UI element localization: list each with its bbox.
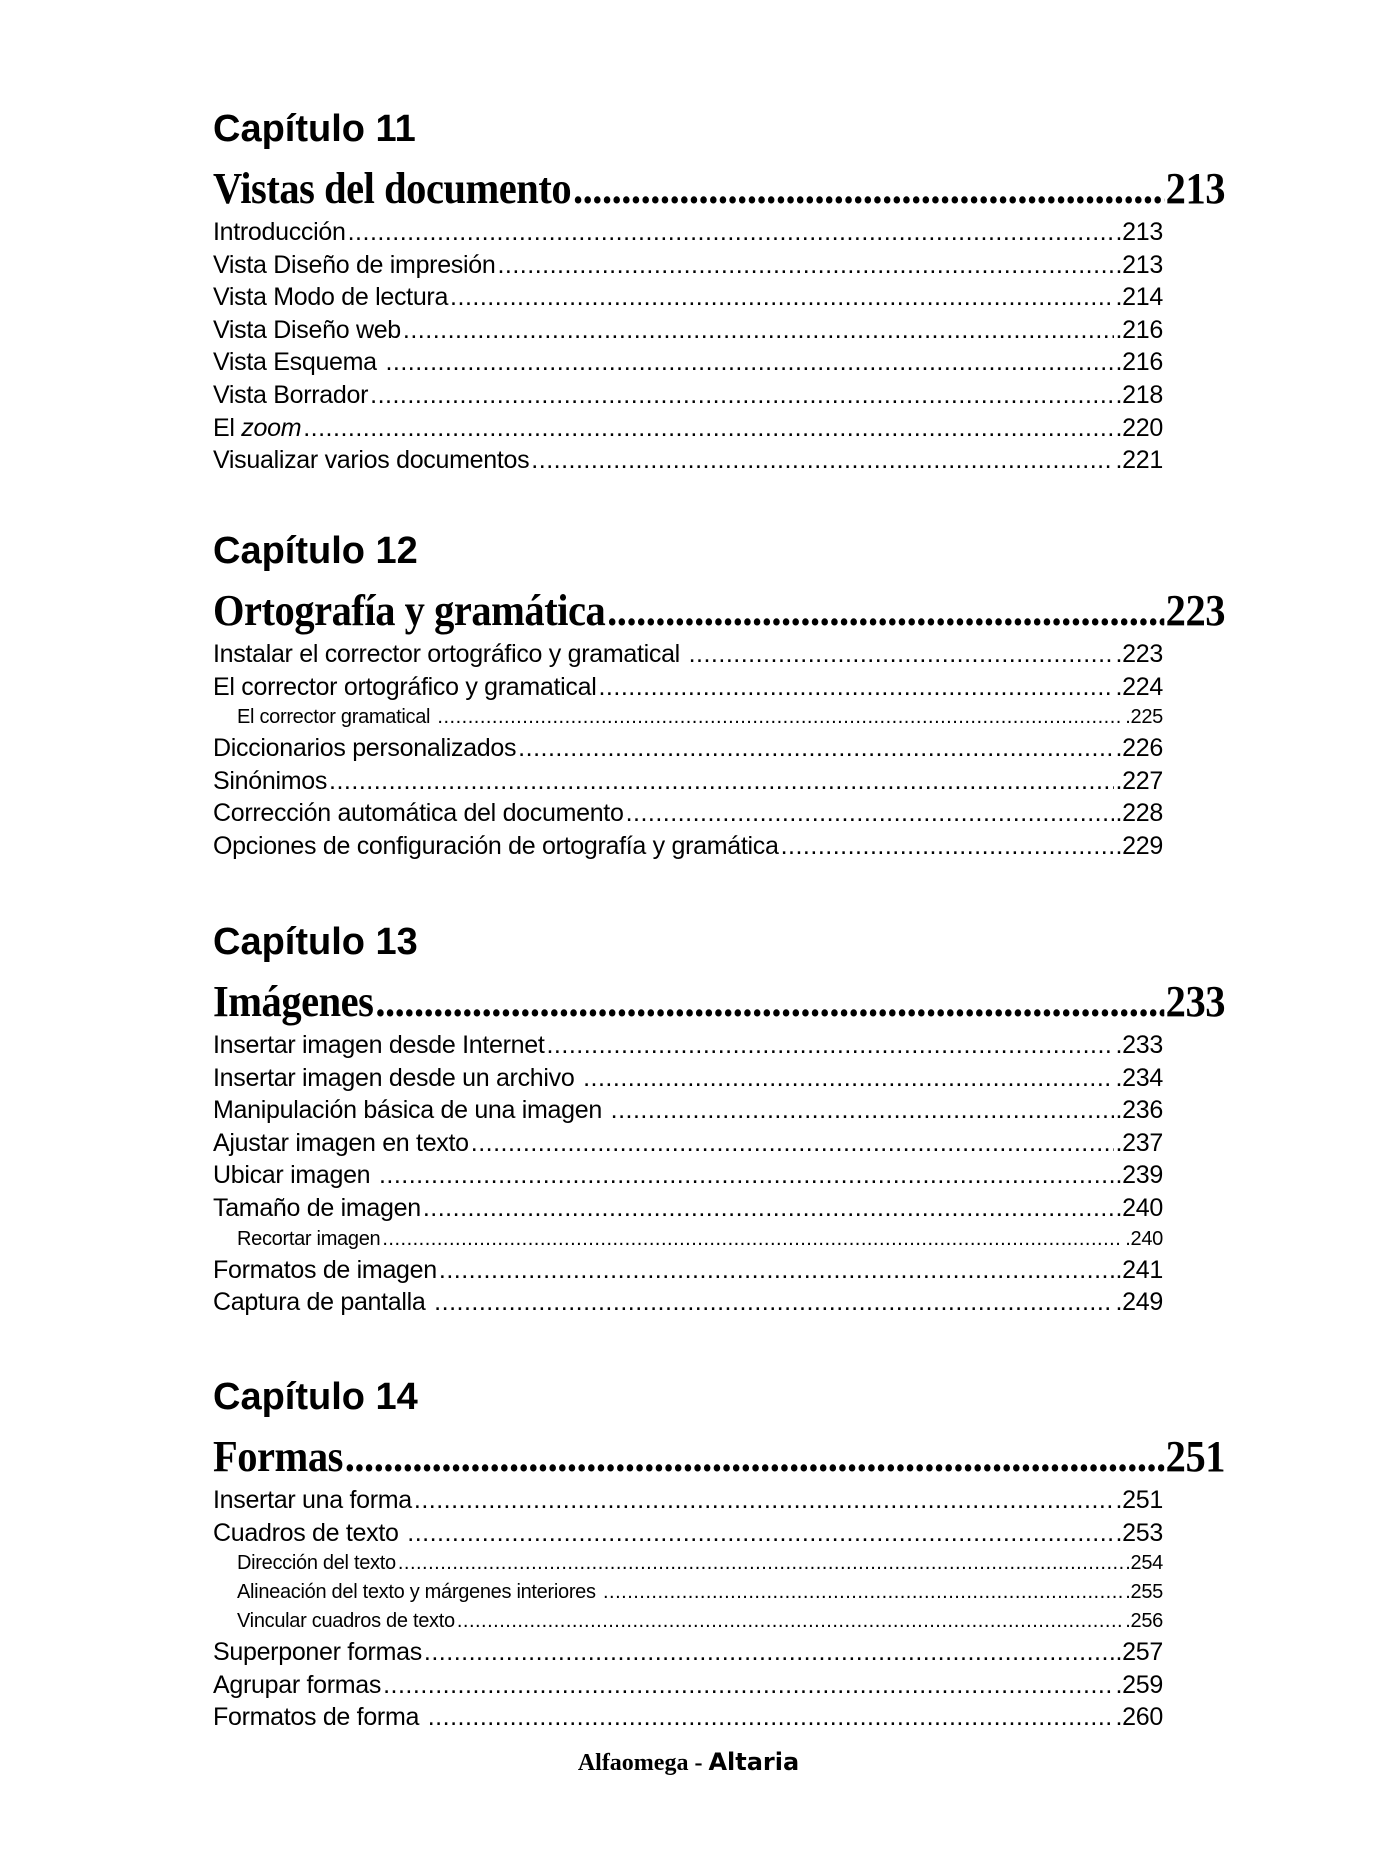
entry-text: Sinónimos	[213, 766, 328, 795]
page-footer	[0, 1748, 1377, 1777]
chapter-page: 251	[1165, 1432, 1225, 1481]
dot-leader	[573, 162, 1164, 216]
dot-leader	[385, 346, 1113, 379]
dot-leader	[611, 1094, 1114, 1127]
chapter-11	[213, 104, 1223, 477]
entry-text: Vista Borrador	[213, 380, 369, 409]
chapter-13	[213, 917, 1223, 1319]
entry-text: Tamaño de imagen	[213, 1193, 421, 1222]
toc-entry	[213, 671, 1163, 704]
chapter-14	[213, 1372, 1223, 1734]
chapter-title: Ortografía y gramática	[213, 586, 606, 635]
entry-text: Introducción	[213, 218, 346, 246]
dot-leader	[546, 1029, 1113, 1062]
dot-leader	[348, 216, 1114, 249]
dot-leader	[398, 1549, 1123, 1578]
entry-text: Dirección del texto	[237, 1552, 396, 1575]
entry-text: Vista Modo de lectura	[213, 283, 449, 312]
entry-page: .227	[1115, 766, 1163, 795]
entry-list	[213, 1029, 1163, 1319]
entry-page: .251	[1115, 1486, 1163, 1514]
entry-text: Manipulación básica de una imagen	[213, 1096, 609, 1125]
toc-entry	[213, 638, 1163, 671]
entry-page: .236	[1115, 1096, 1163, 1125]
entry-page: .226	[1115, 734, 1163, 763]
dot-leader	[626, 797, 1114, 830]
dot-leader	[383, 1669, 1113, 1702]
toc-entry	[213, 797, 1163, 830]
dot-leader	[607, 584, 1164, 638]
dot-leader	[531, 444, 1113, 477]
toc-entry	[213, 1159, 1163, 1192]
entry-page: .259	[1115, 1670, 1163, 1699]
toc-subentry	[213, 1578, 1163, 1607]
chapter-title-row	[213, 584, 1225, 638]
chapter-title: Vistas del documento	[213, 164, 572, 213]
entry-text: El corrector gramatical	[237, 706, 436, 729]
entry-page: .225	[1125, 706, 1163, 729]
toc-entry	[213, 1062, 1163, 1095]
toc-entry	[213, 830, 1163, 863]
chapter-page: 213	[1165, 164, 1225, 213]
dot-leader	[583, 1062, 1113, 1095]
entry-text: Formatos de imagen	[213, 1255, 437, 1284]
toc-entry	[213, 281, 1163, 314]
entry-page: .228	[1115, 799, 1163, 828]
entry-page: .253	[1115, 1518, 1163, 1547]
chapter-page: 223	[1165, 586, 1225, 635]
entry-page: .254	[1125, 1552, 1163, 1575]
entry-page: .237	[1115, 1128, 1163, 1157]
toc-entry	[213, 1094, 1163, 1127]
toc-entry	[213, 1254, 1163, 1287]
entry-text: Diccionarios personalizados	[213, 734, 517, 763]
entry-text: Opciones de configuración de ortografía y gramática	[213, 831, 779, 860]
dot-leader	[423, 1192, 1114, 1225]
entry-page: .213	[1115, 218, 1163, 246]
toc-entry	[213, 249, 1163, 282]
entry-text: Ajustar imagen en texto	[213, 1128, 469, 1157]
dot-leader	[497, 249, 1113, 282]
chapter-title-row	[213, 162, 1225, 216]
entry-page: .213	[1115, 250, 1163, 279]
dot-leader	[439, 1254, 1114, 1287]
entry-text: El corrector ortográfico y gramatical	[213, 672, 597, 701]
entry-text: Alineación del texto y márgenes interiores	[237, 1581, 601, 1604]
dot-leader	[434, 1286, 1113, 1319]
chapter-title-row	[213, 1430, 1225, 1484]
entry-text: Superponer formas	[213, 1638, 422, 1667]
toc-entry	[213, 412, 1163, 445]
entry-text: Insertar imagen desde un archivo	[213, 1063, 582, 1092]
chapter-title: Formas	[213, 1432, 343, 1481]
dot-leader	[689, 638, 1114, 671]
dot-leader	[345, 1430, 1164, 1484]
entry-page: .249	[1115, 1288, 1163, 1317]
entry-text: Insertar imagen desde Internet	[213, 1031, 545, 1059]
entry-page: .224	[1115, 672, 1163, 701]
dot-leader	[603, 1578, 1123, 1607]
entry-text: Formatos de forma	[213, 1703, 426, 1732]
toc-entry	[213, 444, 1163, 477]
entry-list	[213, 638, 1163, 863]
toc-entry	[213, 314, 1163, 347]
dot-leader	[303, 412, 1113, 445]
toc-subentry	[213, 1607, 1163, 1636]
toc-entry	[213, 346, 1163, 379]
dot-leader	[437, 703, 1123, 732]
chapter-label: Capítulo 11	[213, 108, 416, 150]
toc-entry	[213, 1029, 1163, 1062]
dot-leader	[407, 1517, 1113, 1550]
chapter-12	[213, 526, 1223, 863]
chapter-label: Capítulo 14	[213, 1376, 418, 1418]
chapter-page: 233	[1165, 977, 1225, 1026]
entry-page: .229	[1115, 831, 1163, 860]
chapter-title-row	[213, 975, 1225, 1029]
dot-leader	[379, 1159, 1114, 1192]
entry-text: Vista Diseño de impresión	[213, 250, 496, 279]
toc-entry	[213, 1286, 1163, 1319]
entry-list	[213, 216, 1163, 477]
dot-leader	[450, 281, 1113, 314]
chapter-title: Imágenes	[213, 977, 374, 1026]
dot-leader	[518, 732, 1113, 765]
entry-page: .216	[1115, 315, 1163, 344]
entry-page: .234	[1115, 1063, 1163, 1092]
entry-text: Insertar una forma	[213, 1486, 412, 1514]
toc-entry	[213, 1517, 1163, 1550]
entry-text-plain: El	[213, 413, 242, 442]
toc-entry	[213, 732, 1163, 765]
entry-page: .255	[1125, 1581, 1163, 1604]
entry-page: .260	[1115, 1703, 1163, 1732]
toc-entry	[213, 1127, 1163, 1160]
dot-leader	[370, 379, 1113, 412]
entry-page: .239	[1115, 1161, 1163, 1190]
entry-page: .241	[1115, 1255, 1163, 1284]
toc-entry	[213, 1701, 1163, 1734]
entry-page: .221	[1115, 446, 1163, 475]
entry-page: .240	[1125, 1227, 1163, 1250]
toc-entry	[213, 1484, 1163, 1517]
entry-page: .257	[1115, 1638, 1163, 1667]
chapter-label: Capítulo 12	[213, 530, 418, 572]
toc-entry	[213, 1636, 1163, 1669]
entry-text: Recortar imagen	[237, 1227, 381, 1250]
entry-text: Ubicar imagen	[213, 1161, 377, 1190]
entry-list	[213, 1484, 1163, 1734]
entry-page: .233	[1115, 1031, 1163, 1059]
entry-page: .223	[1115, 640, 1163, 668]
toc-entry	[213, 765, 1163, 798]
entry-text: Instalar el corrector ortográfico y gramatical	[213, 640, 687, 668]
entry-text-italic: zoom	[241, 413, 302, 442]
toc-subentry	[213, 1225, 1163, 1254]
entry-page: .220	[1115, 413, 1163, 442]
entry-page: .218	[1115, 380, 1163, 409]
dot-leader	[329, 765, 1114, 798]
entry-text: Agrupar formas	[213, 1670, 382, 1699]
entry-page: .240	[1115, 1193, 1163, 1222]
entry-page: .256	[1125, 1610, 1163, 1633]
dot-leader	[424, 1636, 1114, 1669]
toc-entry	[213, 1192, 1163, 1225]
dot-leader	[471, 1127, 1114, 1160]
chapter-label: Capítulo 13	[213, 921, 418, 963]
entry-text: Vista Esquema	[213, 348, 384, 377]
entry-text: Vincular cuadros de texto	[237, 1610, 455, 1633]
entry-page: .216	[1115, 348, 1163, 377]
dot-leader	[403, 314, 1114, 347]
toc-entry	[213, 379, 1163, 412]
entry-text: Cuadros de texto	[213, 1518, 406, 1547]
toc-entry	[213, 1669, 1163, 1702]
toc-subentry	[213, 1549, 1163, 1578]
entry-text: Corrección automática del documento	[213, 799, 624, 828]
toc-subentry	[213, 703, 1163, 732]
dot-leader	[457, 1607, 1123, 1636]
entry-text: Captura de pantalla	[213, 1288, 433, 1317]
entry-text: Vista Diseño web	[213, 315, 401, 344]
dot-leader	[375, 975, 1163, 1029]
dot-leader	[781, 830, 1114, 863]
entry-page: .214	[1115, 283, 1163, 312]
entry-text: Visualizar varios documentos	[213, 446, 530, 475]
toc-entry	[213, 216, 1163, 249]
dot-leader	[414, 1484, 1114, 1517]
footer-separator: -	[688, 1750, 709, 1776]
entry-text	[213, 412, 301, 445]
footer-publisher-alfaomega: Alfaomega	[577, 1750, 689, 1776]
footer-publisher-altaria: Altaria	[708, 1748, 800, 1776]
dot-leader	[428, 1701, 1114, 1734]
dot-leader	[382, 1225, 1123, 1254]
dot-leader	[598, 671, 1113, 704]
